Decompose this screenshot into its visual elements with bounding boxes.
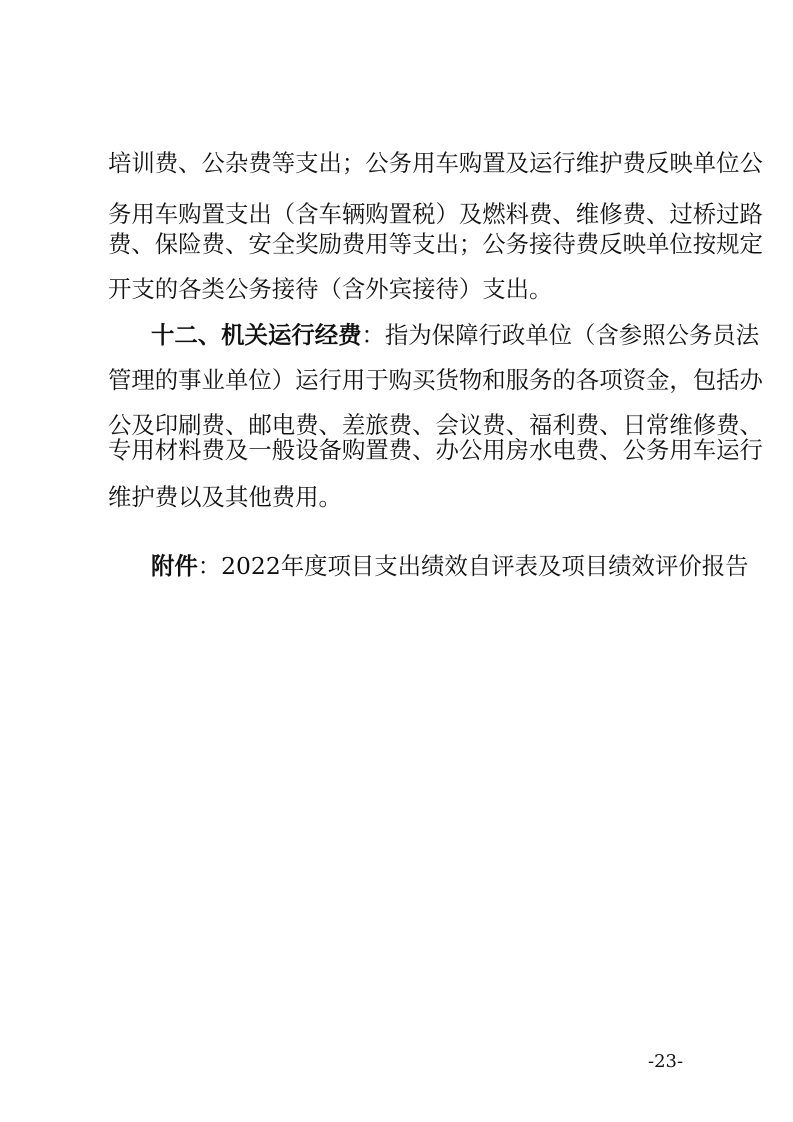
paragraph-2-line-3: 公及印刷费、邮电费、差旅费、会议费、福利费、日常维修费、 [108,411,763,439]
paragraph-2-line-4: 专用材料费及一般设备购置费、办公用房水电费、公务用车运行 [108,436,763,464]
section-heading: 十二、机关运行经费 [151,321,362,349]
attachment-label: 附件 [151,552,198,580]
paragraph-2-line-5: 维护费以及其他费用。 [108,483,342,511]
paragraph-1-line-3: 费、保险费、安全奖励费用等支出；公务接待费反映单位按规定 [108,230,763,258]
paragraph-2-line-1-text: ：指为保障行政单位（含参照公务员法 [361,321,760,349]
paragraph-2-line-1 [151,317,760,353]
attachment-text: ：2022年度项目支出绩效自评表及项目绩效评价报告 [197,552,749,580]
paragraph-1-line-4: 开支的各类公务接待（含外宾接待）支出。 [108,275,553,303]
paragraph-1-line-1: 培训费、公杂费等支出；公务用车购置及运行维护费反映单位公 [108,149,763,177]
page-number: -23- [648,1051,684,1072]
attachment-line [151,548,749,584]
paragraph-2-line-2: 管理的事业单位）运行用于购买货物和服务的各项资金，包括办 [108,366,763,394]
paragraph-1-line-2: 务用车购置支出（含车辆购置税）及燃料费、维修费、过桥过路 [108,200,763,228]
